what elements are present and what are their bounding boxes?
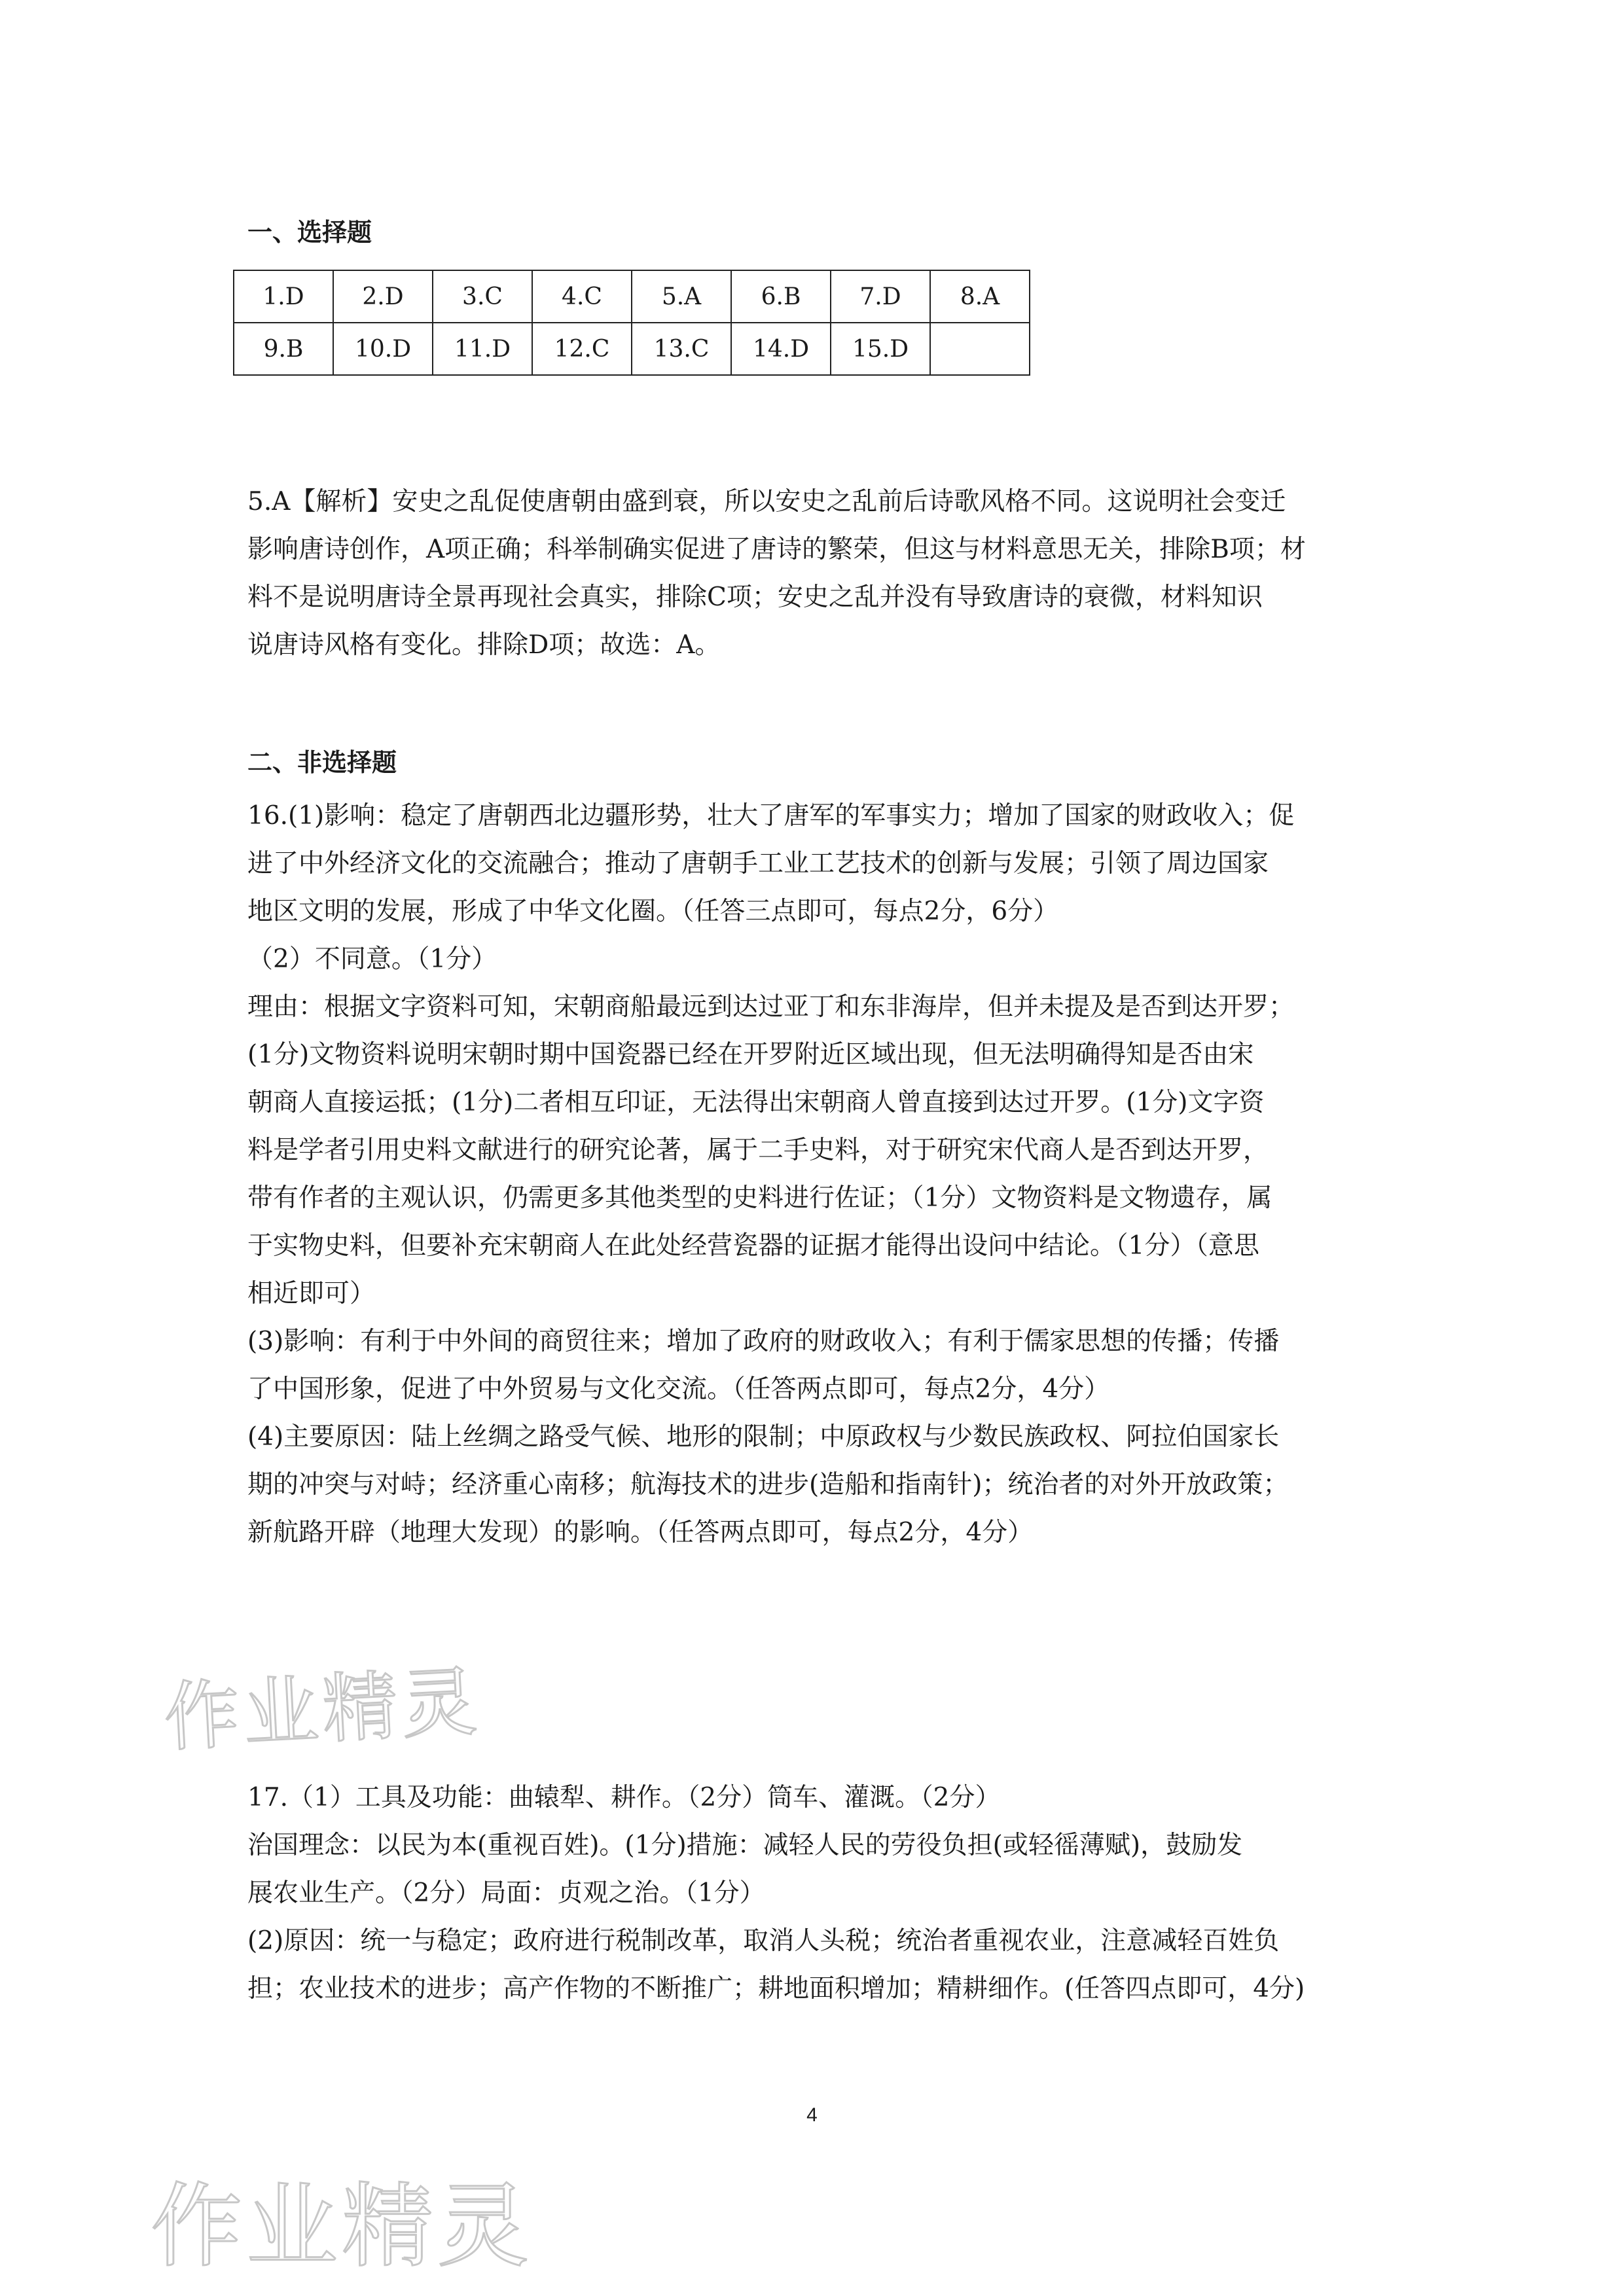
text-line: 料不是说明唐诗全景再现社会真实，排除C项；安史之乱并没有导致唐诗的衰微，材料知识 xyxy=(247,583,1263,612)
section-title-nonchoice: 二、非选择题 xyxy=(247,748,397,777)
text-line: 展农业生产。（2分）局面：贞观之治。（1分） xyxy=(247,1878,765,1908)
answer-row xyxy=(234,270,1030,323)
q5-explanation xyxy=(247,478,1396,669)
text-line: 17.（1）工具及功能：曲辕犁、耕作。（2分）筒车、灌溉。（2分） xyxy=(247,1783,1001,1812)
text-line: 朝商人直接运抵；(1分)二者相互印证，无法得出宋朝商人曾直接到达过开罗。(1分)文字资 xyxy=(247,1088,1265,1117)
text-line: 16.(1)影响：稳定了唐朝西北边疆形势，壮大了唐军的军事实力；增加了国家的财政收入；促 xyxy=(247,801,1295,831)
page-number: 4 xyxy=(806,2104,818,2126)
text-line: (3)影响：有利于中外间的商贸往来；增加了政府的财政收入；有利于儒家思想的传播；传播 xyxy=(247,1327,1280,1356)
answer-row xyxy=(234,323,1030,375)
answer-cell: 11.D xyxy=(433,323,532,375)
text-line: (2)原因：统一与稳定；政府进行税制改革，取消人头税；统治者重视农业，注意减轻百姓负 xyxy=(247,1926,1280,1956)
answer-cell: 4.C xyxy=(532,270,632,323)
answer-cell: 6.B xyxy=(731,270,831,323)
text-line: 治国理念：以民为本(重视百姓)。(1分)措施：减轻人民的劳役负担(或轻徭薄赋)，鼓励发 xyxy=(247,1831,1243,1860)
text-line: 期的冲突与对峙；经济重心南移；航海技术的进步(造船和指南针)；统治者的对外开放政策； xyxy=(247,1470,1289,1499)
answer-cell: 8.A xyxy=(930,270,1030,323)
watermark-logo: 作业精灵 xyxy=(151,2174,533,2280)
text-line: 说唐诗风格有变化。排除D项；故选：A。 xyxy=(247,630,721,660)
text-line: 相近即可） xyxy=(247,1279,376,1308)
answer-cell: 9.B xyxy=(234,323,333,375)
text-line: 理由：根据文字资料可知，宋朝商船最远到达过亚丁和东非海岸，但并未提及是否到达开罗； xyxy=(247,992,1295,1022)
text-line: (4)主要原因：陆上丝绸之路受气候、地形的限制；中原政权与少数民族政权、阿拉伯国家长 xyxy=(247,1422,1280,1452)
section-title-choice: 一、选择题 xyxy=(247,218,372,247)
text-line: 带有作者的主观认识，仍需更多其他类型的史料进行佐证；（1分）文物资料是文物遗存，属 xyxy=(247,1183,1272,1213)
answer-cell: 3.C xyxy=(433,270,532,323)
text-line: 新航路开辟（地理大发现）的影响。（任答两点即可，每点2分，4分） xyxy=(247,1518,1034,1547)
text-line: 进了中外经济文化的交流融合；推动了唐朝手工业工艺技术的创新与发展；引领了周边国家 xyxy=(247,849,1269,878)
text-line: 于实物史料，但要补充宋朝商人在此处经营瓷器的证据才能得出设问中结论。（1分）（意思 xyxy=(247,1231,1259,1261)
text-line: 影响唐诗创作，A项正确；科举制确实促进了唐诗的繁荣，但这与材料意思无关，排除B项；材 xyxy=(247,535,1306,564)
answer-cell: 12.C xyxy=(532,323,632,375)
answer-cell: 15.D xyxy=(831,323,930,375)
q16-answer xyxy=(247,792,1396,1556)
text-line: （2）不同意。（1分） xyxy=(247,944,497,974)
text-line: 了中国形象，促进了中外贸易与文化交流。（任答两点即可，每点2分，4分） xyxy=(247,1374,1110,1404)
text-line: 料是学者引用史料文献进行的研究论著，属于二手史料，对于研究宋代商人是否到达开罗， xyxy=(247,1136,1269,1165)
q17-answer xyxy=(247,1774,1396,2013)
answer-table xyxy=(233,270,1030,376)
answer-cell: 14.D xyxy=(731,323,831,375)
text-line: 5.A【解析】安史之乱促使唐朝由盛到衰，所以安史之乱前后诗歌风格不同。这说明社会变迁 xyxy=(247,487,1286,516)
answer-cell: 1.D xyxy=(234,270,333,323)
answer-cell: 13.C xyxy=(632,323,731,375)
answer-cell: 2.D xyxy=(333,270,433,323)
answer-cell xyxy=(930,323,1030,375)
text-line: (1分)文物资料说明宋朝时期中国瓷器已经在开罗附近区域出现，但无法明确得知是否由宋 xyxy=(247,1040,1254,1069)
watermark-logo: 作业精灵 xyxy=(162,1658,483,1763)
answer-cell: 10.D xyxy=(333,323,433,375)
answer-cell: 7.D xyxy=(831,270,930,323)
text-line: 地区文明的发展，形成了中华文化圈。（任答三点即可，每点2分，6分） xyxy=(247,897,1059,926)
answer-cell: 5.A xyxy=(632,270,731,323)
text-line: 担；农业技术的进步；高产作物的不断推广；耕地面积增加；精耕细作。(任答四点即可，4分) xyxy=(247,1974,1305,2003)
